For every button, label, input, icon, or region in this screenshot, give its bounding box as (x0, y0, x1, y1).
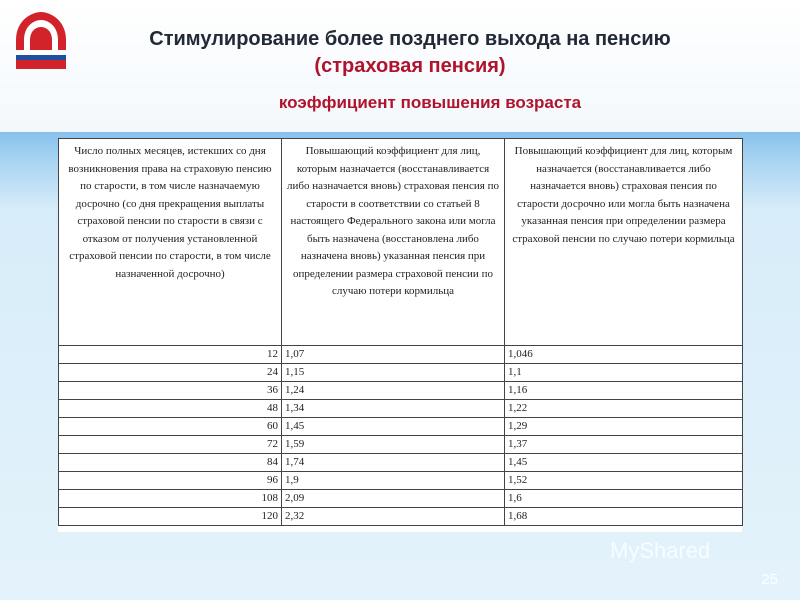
months-cell: 120 (59, 508, 282, 526)
table-row (59, 472, 743, 490)
table-header-row (59, 139, 743, 346)
months-cell: 72 (59, 436, 282, 454)
coefficient-early-cell: 1,22 (505, 400, 743, 418)
months-cell: 36 (59, 382, 282, 400)
coefficient-general-cell: 1,74 (282, 454, 505, 472)
coefficient-early-cell: 1,1 (505, 364, 743, 382)
months-cell: 96 (59, 472, 282, 490)
table-row (59, 418, 743, 436)
months-cell: 48 (59, 400, 282, 418)
coefficient-general-cell: 1,15 (282, 364, 505, 382)
table-row (59, 490, 743, 508)
watermark: MyShared (610, 538, 711, 563)
coefficient-general-cell: 1,24 (282, 382, 505, 400)
table-row (59, 400, 743, 418)
coefficient-general-cell: 1,9 (282, 472, 505, 490)
table-row (59, 436, 743, 454)
coefficient-early-cell: 1,29 (505, 418, 743, 436)
months-cell: 108 (59, 490, 282, 508)
slide-subtitle: (страховая пенсия) (314, 55, 506, 77)
table-heading: коэффициент повышения возраста (278, 93, 582, 112)
table-row (59, 382, 743, 400)
header-coefficient-general: Повышающий коэффициент для лиц, которым назначается (восстанавливается либо назначается вновь) страховая пенсия по старости в соответствии со статьей 8 настоящего Федерального закона или могла быть назначена (восстановлена либо назначена вновь) указанная пенсия при определении размера страховой пенсии по случаю потери кормильца (282, 139, 505, 346)
months-cell: 12 (59, 346, 282, 364)
coefficient-general-cell: 1,34 (282, 400, 505, 418)
table-row (59, 454, 743, 472)
header-coefficient-early: Повышающий коэффициент для лиц, которым назначается (восстанавливается либо назначается вновь) страховая пенсия по старости досрочно или могла быть назначена указанная пенсия при определении размера страховой пенсии по случаю потери кормильца (505, 139, 743, 346)
months-cell: 24 (59, 364, 282, 382)
header-months: Число полных месяцев, истекших со дня возникновения права на страховую пенсию по старости, в том числе назначаемую досрочно (со дня прекращения выплаты страховой пенсии по старости в связи с отказом от получения установленной страховой пенсии по старости, в том числе назначенной досрочно) (59, 139, 282, 346)
months-cell: 60 (59, 418, 282, 436)
coefficient-early-cell: 1,68 (505, 508, 743, 526)
coefficient-early-cell: 1,16 (505, 382, 743, 400)
coefficient-general-cell: 2,32 (282, 508, 505, 526)
coefficient-early-cell: 1,52 (505, 472, 743, 490)
table-row (59, 346, 743, 364)
page-number: 25 (761, 571, 778, 588)
slide-title: Стимулирование более позднего выхода на пенсию (149, 28, 671, 50)
coefficient-general-cell: 1,59 (282, 436, 505, 454)
coefficient-early-cell: 1,37 (505, 436, 743, 454)
coefficient-table (58, 138, 743, 526)
pfr-logo-icon (10, 10, 72, 72)
coefficient-general-cell: 1,07 (282, 346, 505, 364)
coefficient-table-container (58, 138, 742, 532)
table-row (59, 364, 743, 382)
table-row (59, 508, 743, 526)
coefficient-general-cell: 1,45 (282, 418, 505, 436)
coefficient-early-cell: 1,45 (505, 454, 743, 472)
coefficient-early-cell: 1,6 (505, 490, 743, 508)
coefficient-early-cell: 1,046 (505, 346, 743, 364)
months-cell: 84 (59, 454, 282, 472)
coefficient-general-cell: 2,09 (282, 490, 505, 508)
